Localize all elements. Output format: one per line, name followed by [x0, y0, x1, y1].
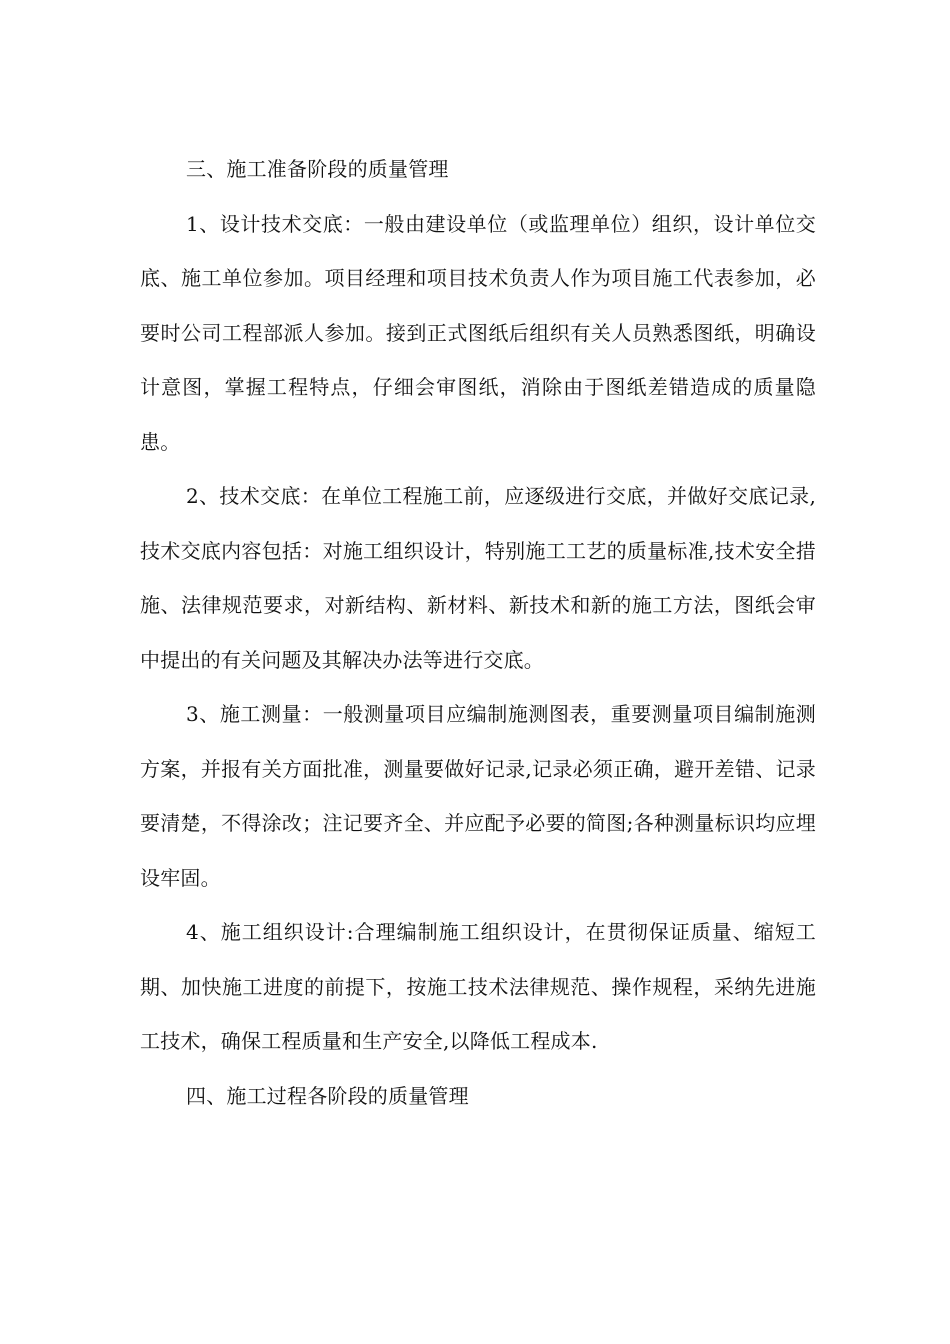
paragraph-construction-survey: 3、施工测量：一般测量项目应编制施测图表，重要测量项目编制施测方案，并报有关方面批准，测量要做好记录,记录必须正确，避开差错、记录要清楚，不得涂改；注记要齐全、并应配予必要的简图;各种测量标识均应埋设牢固。	[140, 702, 816, 890]
paragraph-design-disclosure: 1、设计技术交底：一般由建设单位（或监理单位）组织，设计单位交底、施工单位参加。项目经理和项目技术负责人作为项目施工代表参加，必要时公司工程部派人参加。接到正式图纸后组织有关人员熟悉图纸，明确设计意图，掌握工程特点，仔细会审图纸，消除由于图纸差错造成的质量隐患。	[140, 211, 816, 454]
document-body	[140, 142, 816, 1123]
section-heading-3: 三、施工准备阶段的质量管理	[186, 157, 449, 181]
paragraph-technical-disclosure: 2、技术交底：在单位工程施工前，应逐级进行交底，并做好交底记录,技术交底内容包括：对施工组织设计，特别施工工艺的质量标准,技术安全措施、法律规范要求，对新结构、新材料、新技术和新的施工方法，图纸会审中提出的有关问题及其解决办法等进行交底。	[140, 484, 816, 672]
section-heading-4: 四、施工过程各阶段的质量管理	[186, 1083, 469, 1108]
paragraph-construction-organization: 4、施工组织设计:合理编制施工组织设计，在贯彻保证质量、缩短工期、加快施工进度的前提下，按施工技术法律规范、操作规程，采纳先进施工技术，确保工程质量和生产安全,以降低工程成本.	[140, 920, 816, 1053]
